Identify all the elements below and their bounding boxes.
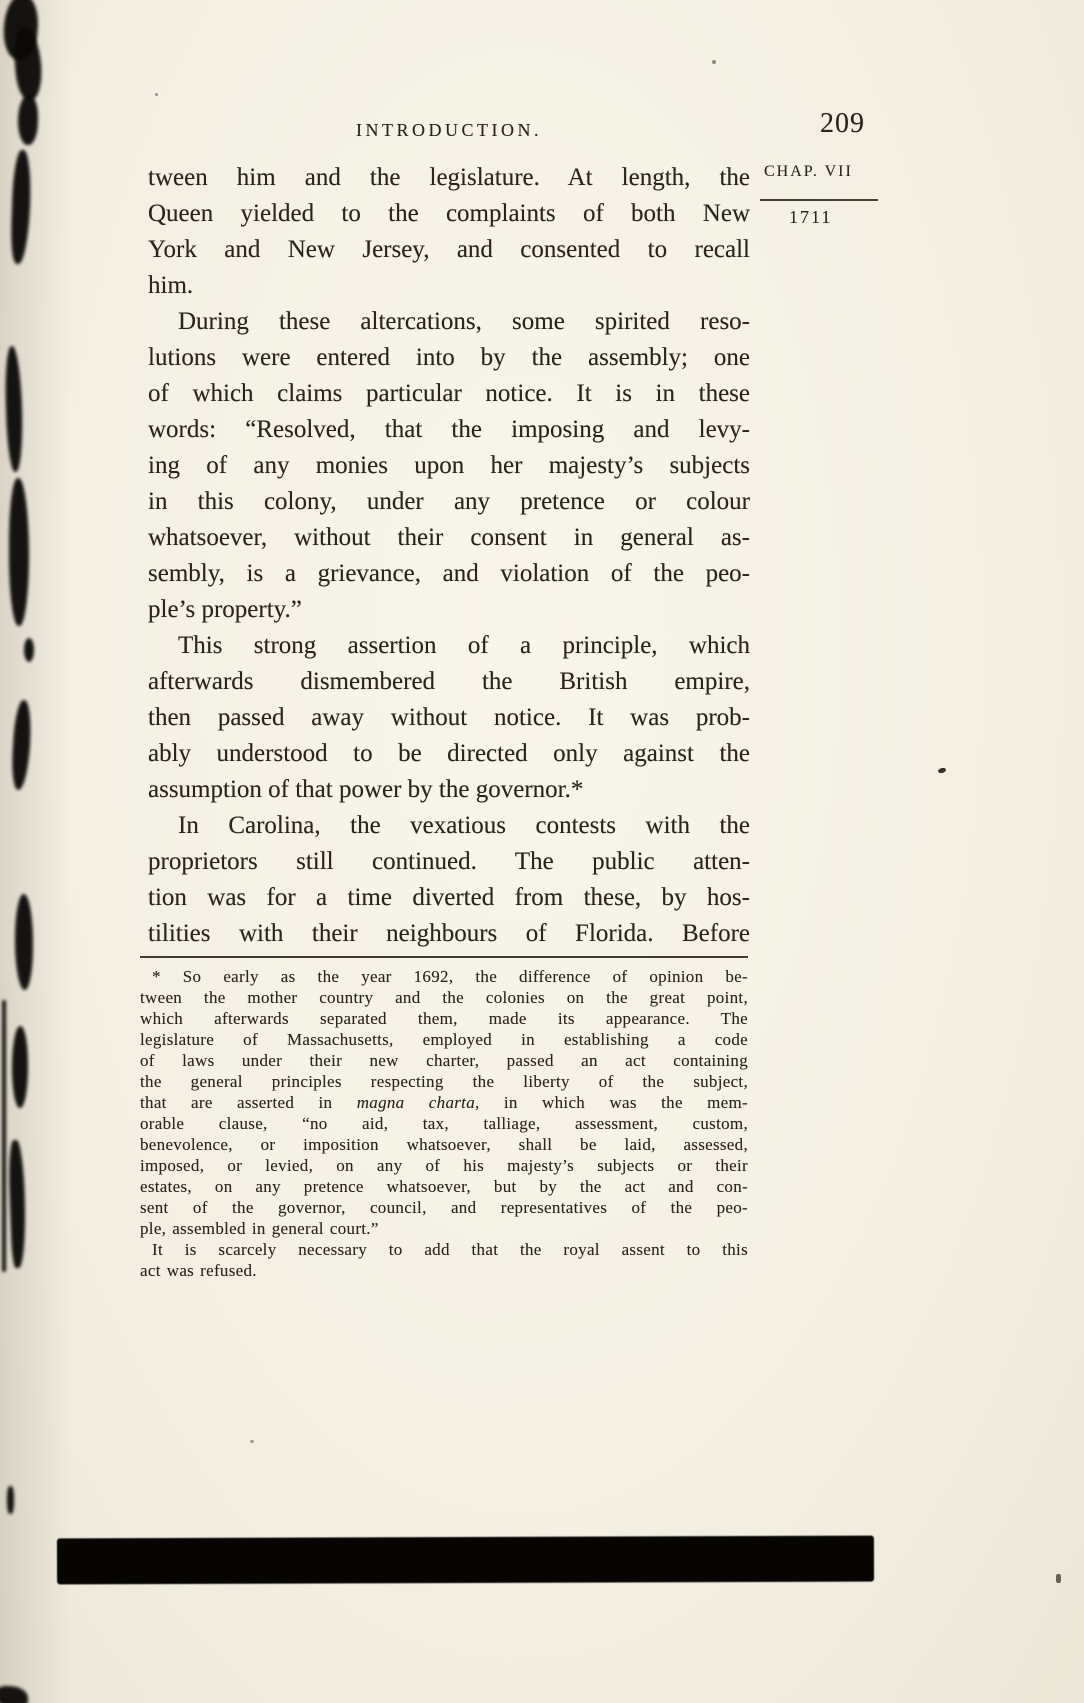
ink-speck [1056,1574,1061,1583]
text-line: proprietors still continued. The public atten- [148,848,750,875]
text-line: afterwards dismembered the British empire, [148,668,750,695]
ink-smudge [18,95,38,145]
text-segment: in which was the mem- [479,1093,748,1112]
text-line: During these altercations, some spirited reso- [178,308,750,335]
paragraph [148,808,750,952]
text-line: Queen yielded to the complaints of both New [148,200,750,227]
text-line: of which claims particular notice. It is in these [148,380,750,407]
text-segment: that are asserted in [140,1093,357,1112]
text-line: the general principles respecting the liberty of the subject, [140,1072,748,1091]
ink-smudge [2,1000,6,1272]
text-line: In Carolina, the vexatious contests with the [178,812,750,839]
text-line: which afterwards separated them, made its appearance. The [140,1009,748,1028]
paragraph [140,1239,748,1281]
page-number: 209 [820,108,865,139]
scan-artifact-bar [57,1536,874,1585]
binding-shadow [0,0,72,1703]
ink-speck [250,1440,254,1443]
paragraph [148,628,750,808]
text-line: ple’s property.” [148,596,302,623]
text-line: estates, on any pretence whatsoever, but by the act and con- [140,1177,748,1196]
text-line: It is scarcely necessary to add that the royal assent to this [152,1240,748,1259]
text-line: sembly, is a grievance, and violation of the peo- [148,560,750,587]
text-line: sent of the governor, council, and representatives of the peo- [140,1198,748,1217]
text-line: words: “Resolved, that the imposing and levy- [148,416,750,443]
text-line: benevolence, or imposition whatsoever, shall be laid, assessed, [140,1135,748,1154]
ink-smudge [24,638,34,662]
margin-year-label: 1711 [789,207,833,227]
text-line [140,1092,748,1113]
paragraph [140,966,748,1239]
text-line: York and New Jersey, and consented to recall [148,236,750,263]
ink-speck [712,60,716,64]
footnote-block [140,966,748,1281]
text-line: * So early as the year 1692, the difference of opinion be- [152,967,748,986]
ink-speck [155,93,158,96]
margin-chapter-label: CHAP. VII [764,163,853,180]
main-text-block [148,160,750,952]
text-line: legislature of Massachusetts, employed in establishing a code [140,1030,748,1049]
text-line: lutions were entered into by the assembly; one [148,344,750,371]
text-line: ple, assembled in general court.” [140,1219,379,1238]
ink-smudge [15,894,33,990]
text-line: This strong assertion of a principle, which [178,632,750,659]
text-line: ing of any monies upon her majesty’s subjects [148,452,750,479]
text-line: of laws under their new charter, passed an act containing [140,1051,748,1070]
text-line: whatsoever, without their consent in general as- [148,524,750,551]
footnote-divider [140,956,748,958]
text-line: in this colony, under any pretence or colour [148,488,750,515]
text-line: then passed away without notice. It was prob- [148,704,750,731]
text-line: imposed, or levied, on any of his majesty’s subjects or their [140,1156,748,1175]
paragraph [148,160,750,304]
running-header-title: INTRODUCTION. [356,120,542,140]
ink-smudge [12,1026,28,1108]
ink-speck [937,767,946,774]
margin-divider [760,199,878,201]
text-line: him. [148,272,194,299]
text-line: tween him and the legislature. At length, the [148,164,750,191]
ink-smudge [7,1486,14,1514]
text-line: tween the mother country and the colonies on the great point, [140,988,748,1007]
text-line: ably understood to be directed only against the [148,740,750,767]
text-line: act was refused. [140,1261,257,1280]
italic-phrase: magna charta, [356,1093,480,1112]
text-line: tilities with their neighbours of Florida. Before [148,920,750,947]
text-line: orable clause, “no aid, tax, talliage, assessment, custom, [140,1114,748,1133]
text-line: assumption of that power by the governor.* [148,776,584,803]
text-line: tion was for a time diverted from these, by hos- [148,884,750,911]
paragraph [148,304,750,628]
